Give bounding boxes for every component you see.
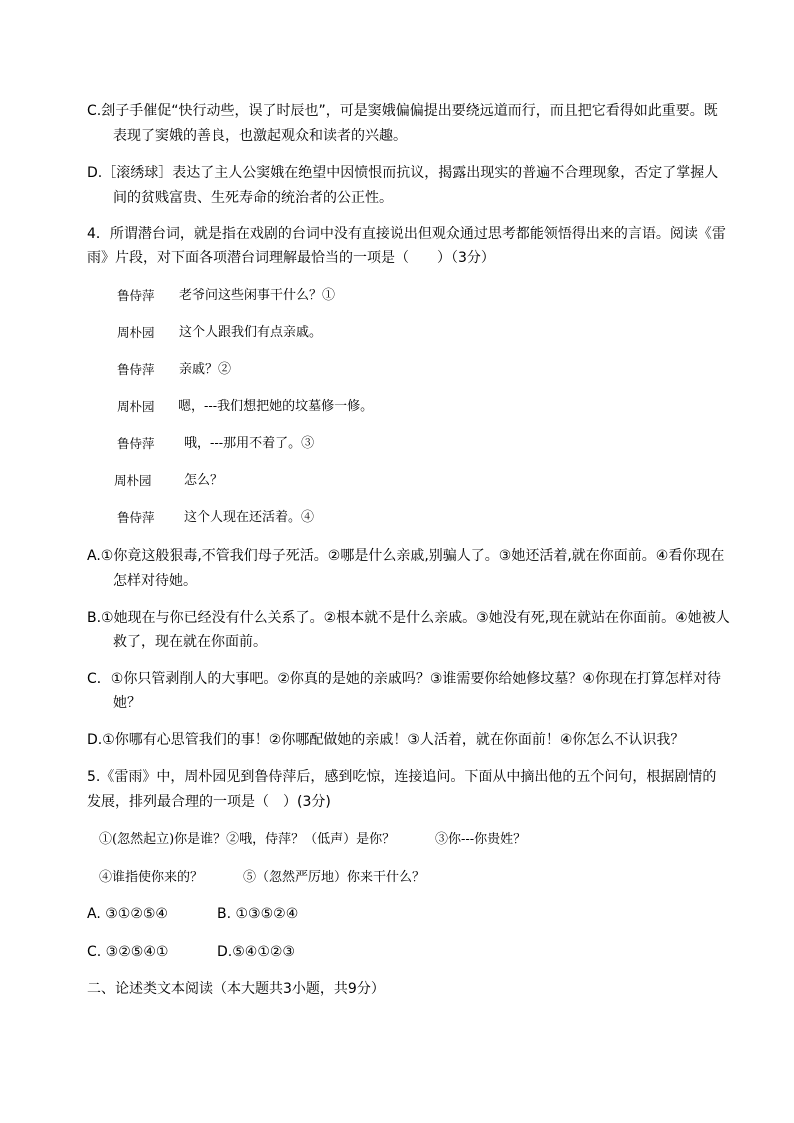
- dialogue-line: 老爷问这些闲事干什么？①: [179, 288, 336, 303]
- q5-stem-line1: 5.《雷雨》中，周朴园见到鲁侍萍后，感到吃惊，连接追问。下面从中摘出他的五个问句，根据剧情的: [87, 769, 717, 785]
- q5-option-c: C. ③②⑤④①: [87, 944, 169, 960]
- q5-option-d: D.⑤④①②③: [217, 944, 295, 960]
- q4-option-c-line2: 她？: [113, 695, 141, 711]
- dialogue-line: 嗯，---我们想把她的坟墓修一修。: [178, 399, 374, 414]
- section-heading: 二、论述类文本阅读（本大题共3小题，共9分）: [87, 981, 385, 997]
- q4-stem-line2: 雨》片段，对下面各项潜台词理解最恰当的一项是（ ）（3分）: [87, 250, 495, 266]
- q4-option-b-line1: B.①她现在与你已经没有什么关系了。②根本就不是什么亲戚。③她没有死,现在就站在你面前。④她被人: [87, 610, 730, 626]
- q4-option-d-line1: D.①你哪有心思管我们的事！②你哪配做她的亲戚！③人活着，就在你面前！④你怎么不认识我？: [87, 732, 685, 748]
- dialogue-line: 怎么？: [184, 473, 224, 488]
- q4-option-a-line2: 怎样对待她。: [113, 573, 197, 589]
- q5-option-a: A. ③①②⑤④: [87, 906, 168, 922]
- q5-items-1-2: ①(忽然起立)你是谁？②哦，侍萍？（低声）是你？: [99, 832, 396, 847]
- dialogue-speaker: 鲁侍萍: [117, 362, 155, 377]
- dialogue-speaker: 周朴园: [114, 473, 152, 488]
- dialogue-speaker: 鲁侍萍: [117, 510, 155, 525]
- dialogue-speaker: 周朴园: [117, 325, 155, 340]
- dialogue-line: 哦，---那用不着了。③: [184, 436, 315, 451]
- q4-stem-line1: 4．所谓潜台词，就是指在戏剧的台词中没有直接说出但观众通过思考都能领悟得出来的言语。阅读《雷: [87, 226, 726, 242]
- dialogue-speaker: 鲁侍萍: [117, 288, 155, 303]
- q5-item-5: ⑤（忽然严厉地）你来干什么？: [243, 870, 426, 885]
- q3-option-d-line2: 间的贫贱富贵、生死寿命的统治者的公正性。: [113, 190, 393, 206]
- dialogue-speaker: 周朴园: [117, 399, 155, 414]
- q5-option-b: B. ①③⑤②④: [217, 906, 299, 922]
- dialogue-line: 这个人跟我们有点亲戚。: [179, 325, 323, 340]
- q5-item-3: ③你---你贵姓？: [435, 832, 527, 847]
- q4-option-b-line2: 救了，现在就在你面前。: [113, 634, 267, 650]
- q3-option-c-line2: 表现了窦娥的善良，也激起观众和读者的兴趣。: [113, 128, 407, 144]
- dialogue-speaker: 鲁侍萍: [117, 436, 155, 451]
- q5-item-4: ④谁指使你来的？: [99, 870, 204, 885]
- q5-stem-line2: 发展，排列最合理的一项是（ ）(3分): [87, 794, 331, 810]
- q4-option-c-line1: C．①你只管剥削人的大事吧。②你真的是她的亲戚吗？③谁需要你给她修坟墓？④你现在打算怎样对待: [87, 671, 721, 687]
- q4-option-a-line1: A.①你竟这般狠毒,不管我们母子死活。②哪是什么亲戚,别骗人了。③她还活着,就在你面前。④看你现在: [87, 548, 725, 564]
- q3-option-d-line1: D.［滚绣球］表达了主人公窦娥在绝望中因愤恨而抗议，揭露出现实的普遍不合理现象，否定了掌握人: [87, 165, 719, 181]
- dialogue-line: 这个人现在还活着。④: [184, 510, 315, 525]
- dialogue-line: 亲戚？②: [179, 362, 232, 377]
- q3-option-c-line1: C.刽子手催促“快行动些，误了时辰也”，可是窦娥偏偏提出要绕远道而行，而且把它看得如此重要。既: [87, 103, 718, 119]
